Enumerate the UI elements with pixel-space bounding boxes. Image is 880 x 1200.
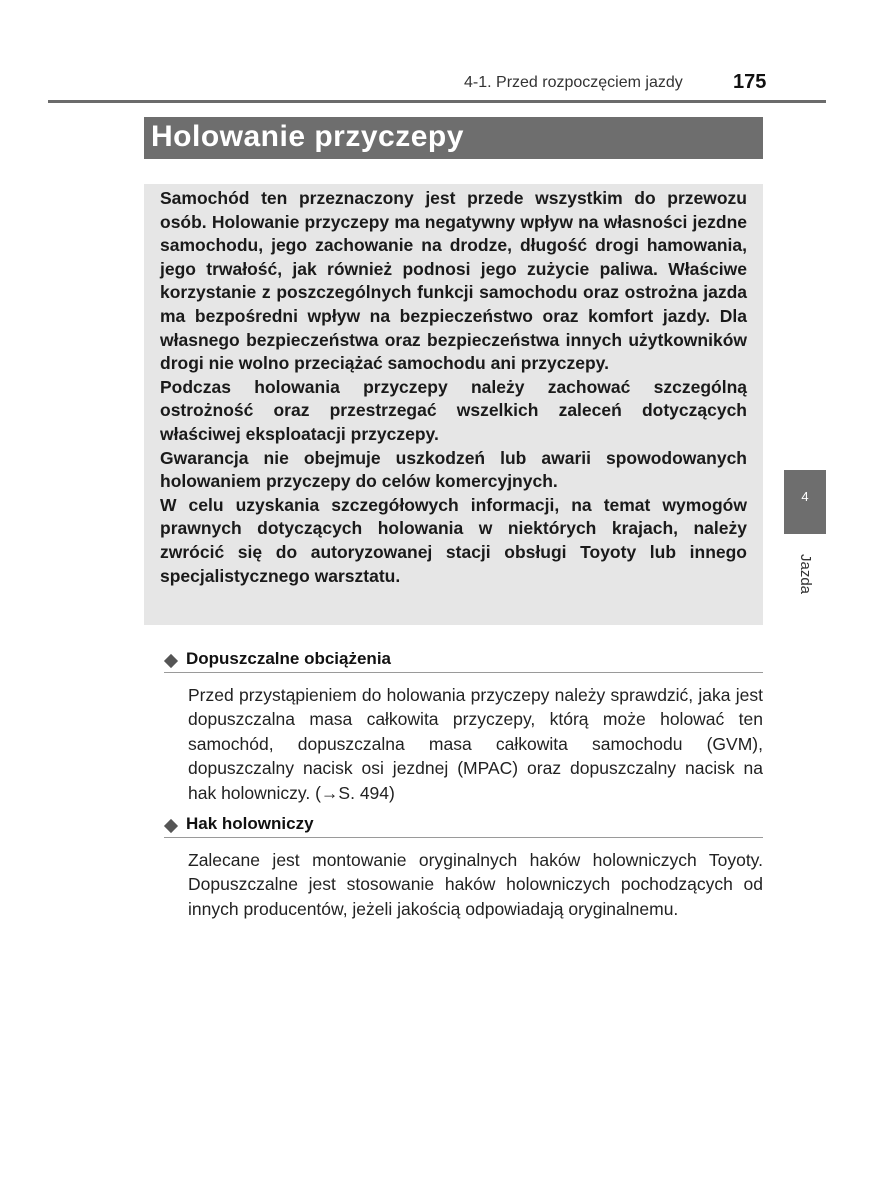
intro-paragraph: Podczas holowania przyczepy należy zachować szczególną ostrożność oraz przestrzegać wszelkich zaleceń dotyczących właściwej eksploatacji przyczepy. [160,376,747,444]
page-title: Holowanie przyczepy [151,120,464,153]
section-heading-label: Hak holowniczy [186,814,314,833]
intro-box [144,184,763,625]
section-heading-tow-hitch [164,814,763,838]
intro-paragraph: Gwarancja nie obejmuje uszkodzeń lub awarii spowodowanych holowaniem przyczepy do celów komercyjnych. [160,447,747,492]
title-bar [144,117,763,159]
section-heading-permissible-loads [164,649,763,673]
header-divider [48,100,826,103]
intro-paragraph: W celu uzyskania szczegółowych informacji, na temat wymogów prawnych dotyczących holowania w niektórych krajach, należy zwrócić się do autoryzowanej stacji obsługi Toyoty lub innego specjalistycznego warsztatu. [160,494,747,586]
section-body-tow-hitch: Zalecane jest montowanie oryginalnych haków holowniczych Toyoty. Dopuszczalne jest stosowanie haków holowniczych pochodzących od innych producentów, jeżeli jakością odpowiadają oryginalnemu. [188,850,763,919]
section-body-permissible-loads: Przed przystąpieniem do holowania przyczepy należy sprawdzić, jaka jest dopuszczalna masa całkowita przyczepy, którą może holować ten samochód, dopuszczalna masa całkowita samochodu (GVM), dopuszczalny nacisk osi jezdnej (MPAC) oraz dopuszczalny nacisk na hak holowniczy. (→S. 494) [188,685,763,803]
intro-text [160,187,747,588]
chapter-label: Jazda [797,553,814,595]
diamond-bullet-icon [164,654,178,668]
diamond-bullet-icon [164,819,178,833]
section-heading-label: Dopuszczalne obciążenia [186,649,391,668]
intro-paragraph: Samochód ten przeznaczony jest przede wszystkim do przewozu osób. Holowanie przyczepy ma negatywny wpływ na własności jezdne samochodu, jego zachowanie na drodze, długość drogi hamowania, jego trwałość, jak również podnosi jego zużycie paliwa. Właściwe korzystanie z poszczególnych funkcji samochodu oraz ostrożna jazda ma bezpośredni wpływ na bezpieczeństwo oraz komfort jazdy. Dla własnego bezpieczeństwa oraz bezpieczeństwa innych użytkowników drogi nie wolno przeciążać samochodu ani przyczepy. [160,188,747,374]
page-number: 175 [733,71,767,93]
running-header-section: 4-1. Przed rozpoczęciem jazdy [464,74,683,91]
chapter-number: 4 [801,489,809,504]
chapter-tab [784,470,826,534]
